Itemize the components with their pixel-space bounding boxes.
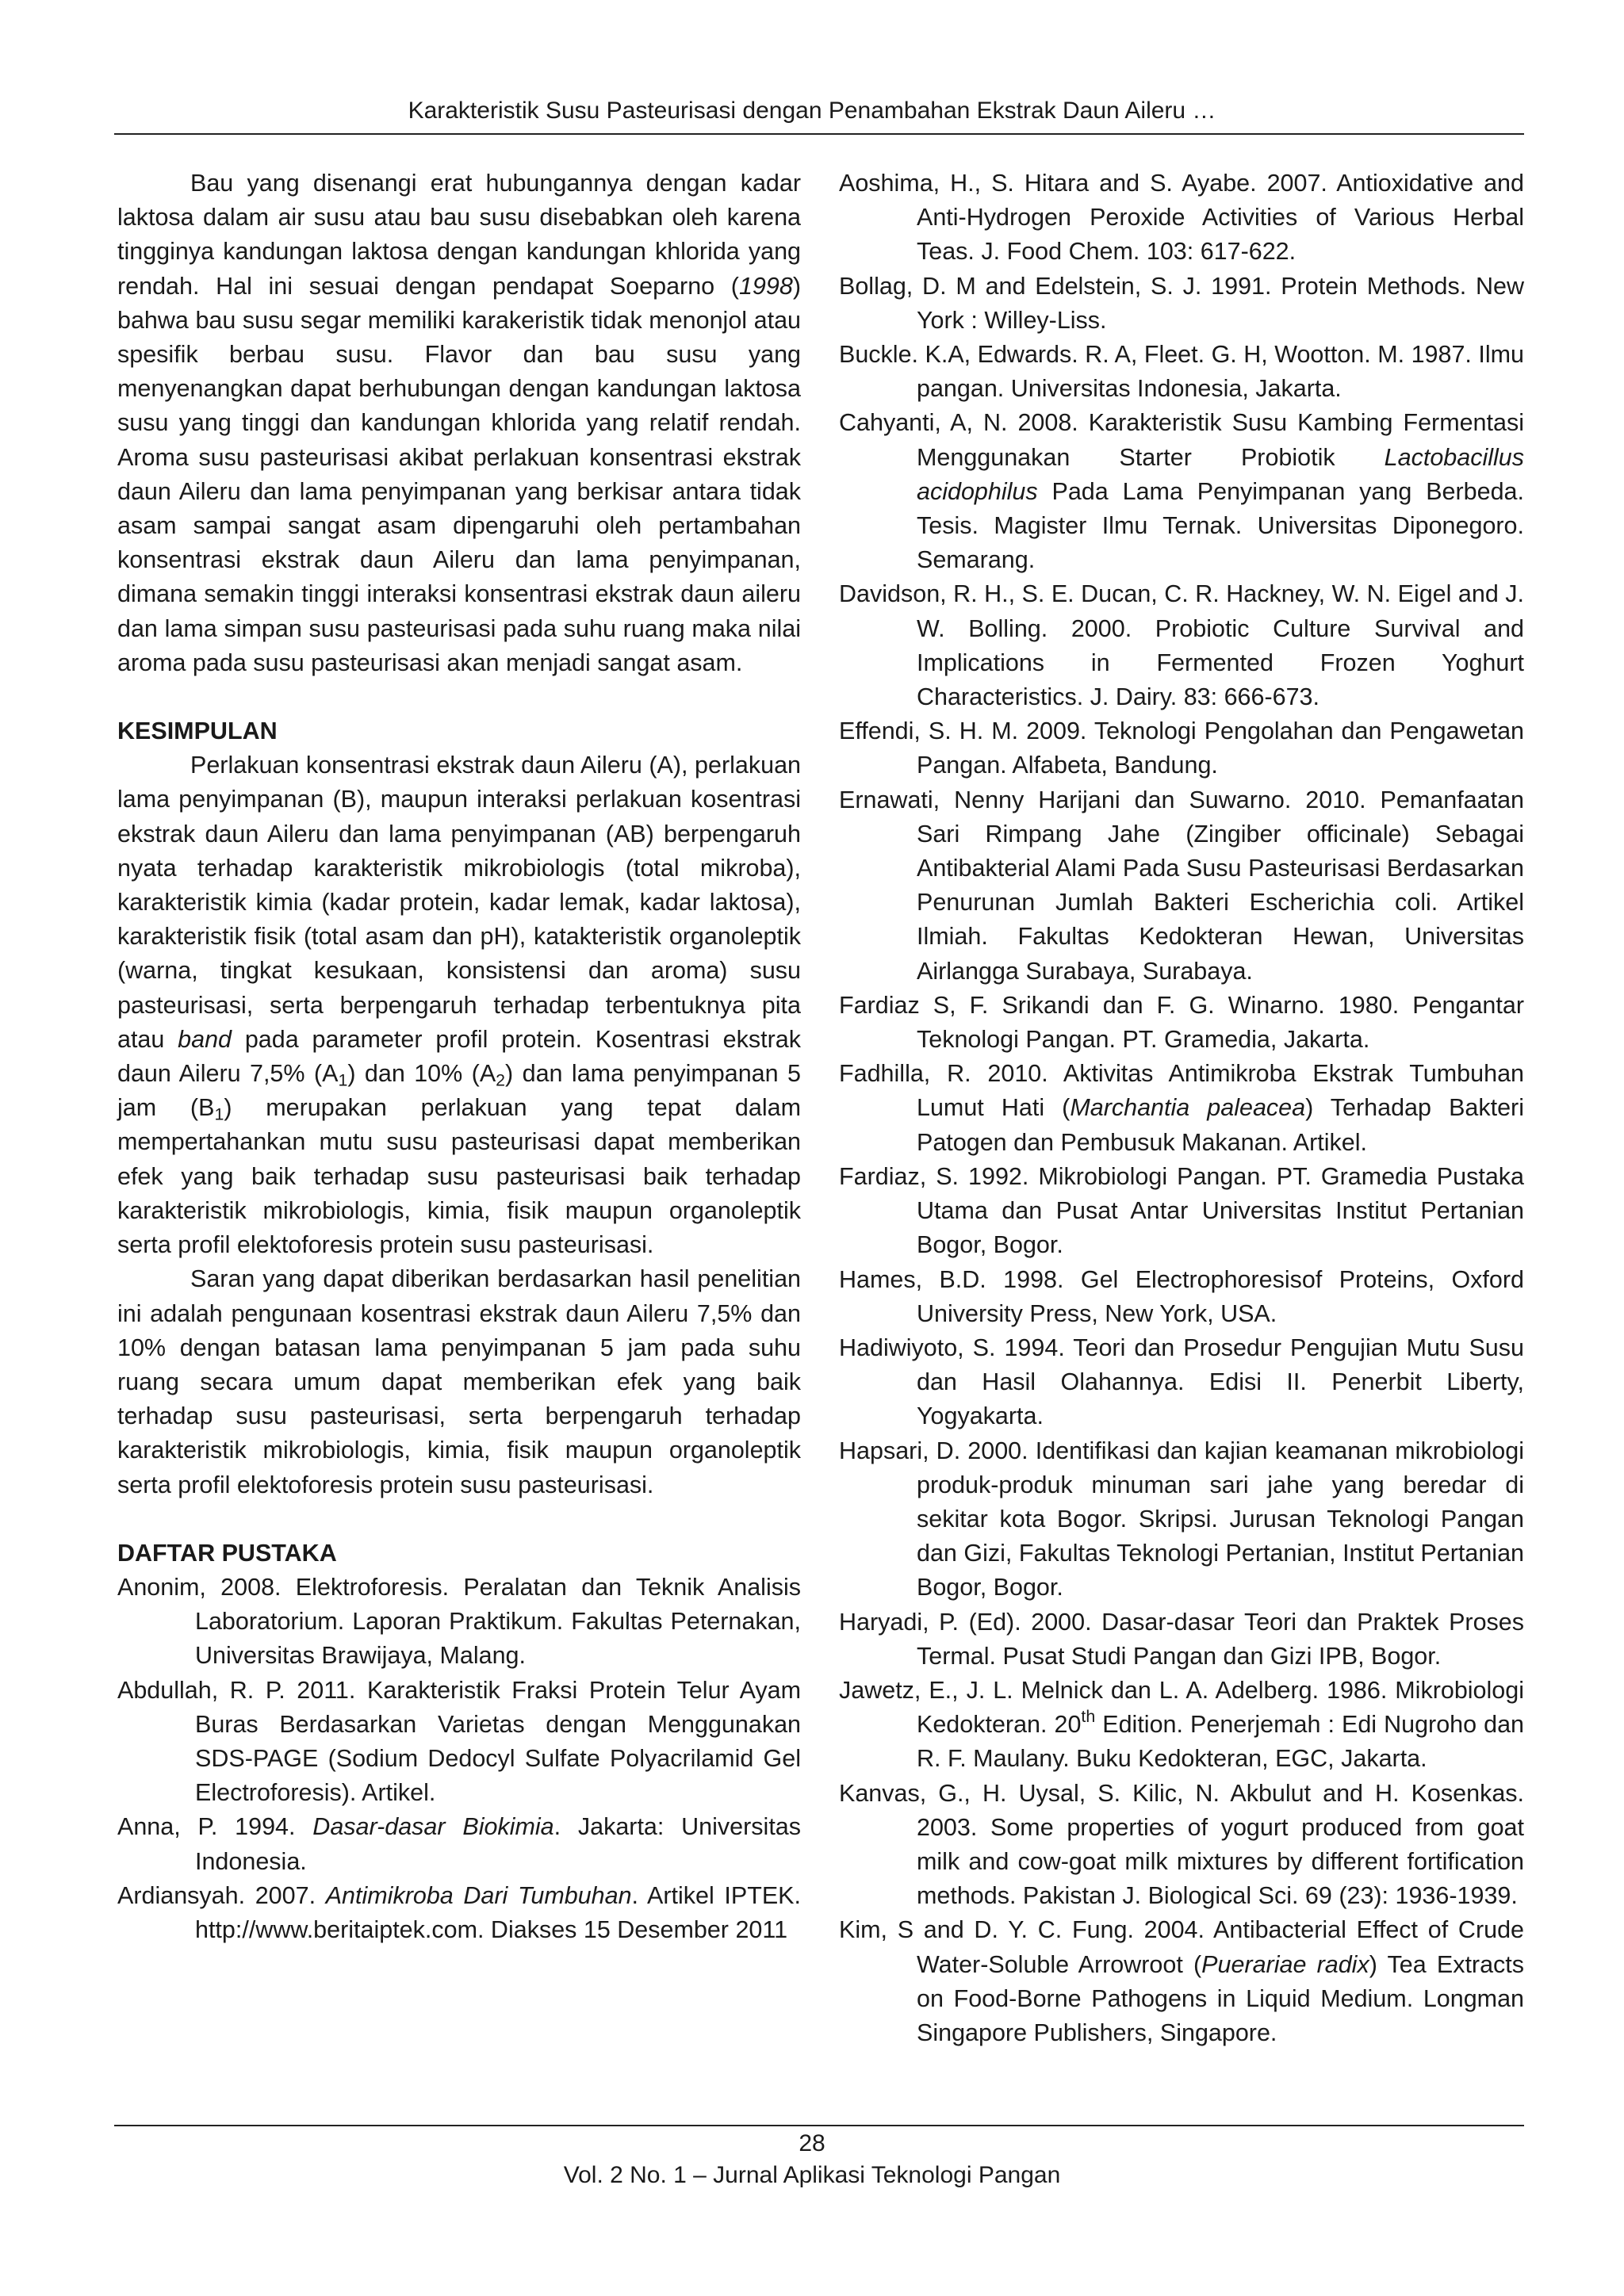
references-heading: DAFTAR PUSTAKA xyxy=(117,1539,337,1567)
footer-divider xyxy=(114,2125,1524,2126)
reference-entry: Aoshima, H., S. Hitara and S. Ayabe. 2007. Antioxidative and Anti-Hydrogen Peroxide Activities of Various Herbal Teas. J. Food Chem. 103: 617-622. xyxy=(839,170,1524,266)
reference-entry: Kanvas, G., H. Uysal, S. Kilic, N. Akbulut and H. Kosenkas. 2003. Some properties of yogurt produced from goat milk and cow-goat milk mixtures by different fortification methods. Pakistan J. Biological Sci. 69 (23): 1936-1939. xyxy=(839,1779,1524,1910)
reference-entry: Fadhilla, R. 2010. Aktivitas Antimikroba Ekstrak Tumbuhan Lumut Hati (Marchantia paleacea) Terhadap Bakteri Patogen dan Pembusuk Makanan. Artikel. xyxy=(839,1060,1524,1156)
reference-entry: Ardiansyah. 2007. Antimikroba Dari Tumbuhan. Artikel IPTEK. http://www.beritaiptek.com. Diakses 15 Desember 2011 xyxy=(117,1881,802,1943)
reference-entry: Haryadi, P. (Ed). 2000. Dasar-dasar Teori dan Praktek Proses Termal. Pusat Studi Pangan dan Gizi IPB, Bogor. xyxy=(839,1608,1524,1670)
reference-entry: Anna, P. 1994. Dasar-dasar Biokimia. Jakarta: Universitas Indonesia. xyxy=(117,1813,802,1875)
reference-entry: Hadiwiyoto, S. 1994. Teori dan Prosedur Pengujian Mutu Susu dan Hasil Olahannya. Edisi II. Penerbit Liberty, Yogyakarta. xyxy=(839,1334,1524,1430)
reference-entry: Cahyanti, A, N. 2008. Karakteristik Susu Kambing Fermentasi Menggunakan Starter Probiotik Lactobacillus acidophilus Pada Lama Penyimpanan yang Berbeda. Tesis. Magister Ilmu Ternak. Universitas Diponegoro. Semarang. xyxy=(839,409,1524,574)
reference-entry: Fardiaz S, F. Srikandi dan F. G. Winarno. 1980. Pengantar Teknologi Pangan. PT. Gramedia, Jakarta. xyxy=(839,991,1524,1054)
conclusion-paragraph: Perlakuan konsentrasi ekstrak daun Aileru (A), perlakuan lama penyimpanan (B), maupun interaksi perlakuan kosentrasi ekstrak daun Aileru dan lama penyimpanan (AB) berpengaruh nyata terhadap karakteristik mikrobiologis (total mikroba), karakteristik kimia (kadar protein, kadar lemak, kadar laktosa), karakteristik fisik (total asam dan pH), katakteristik organoleptik (warna, tingkat kesukaan, konsistensi dan aroma) susu pasteurisasi, serta berpengaruh terhadap terbentuknya pita atau band pada parameter profil protein. Kosentrasi ekstrak daun Aileru 7,5% $(A_1)$ dan 10% $(A_2)$ dan lama penyimpanan 5 jam $(B_1)$ merupakan perlakuan yang tepat dalam mempertahankan mutu susu pasteurisasi dapat memberikan efek yang baik terhadap susu pasteurisasi baik terhadap karakteristik mikrobiologis, kimia, fisik maupun organoleptik serta profil elektoforesis protein susu pasteurisasi. xyxy=(117,752,801,1259)
reference-entry: Kim, S and D. Y. C. Fung. 2004. Antibacterial Effect of Crude Water-Soluble Arrowroot (Puerariae radix) Tea Extracts on Food-Borne Pathogens in Liquid Medium. Longman Singapore Publishers, Singapore. xyxy=(839,1916,1525,2046)
reference-entry: Abdullah, R. P. 2011. Karakteristik Fraksi Protein Telur Ayam Buras Berdasarkan Varietas dengan Menggunakan SDS-PAGE (Sodium Dedocyl Sulfate Polyacrilamid Gel Electroforesis). Artikel. xyxy=(117,1676,801,1807)
reference-entry: Effendi, S. H. M. 2009. Teknologi Pengolahan dan Pengawetan Pangan. Alfabeta, Bandung. xyxy=(839,718,1524,779)
reference-entry: Ernawati, Nenny Harijani dan Suwarno. 2010. Pemanfaatan Sari Rimpang Jahe (Zingiber officinale) Sebagai Antibakterial Alami Pada Susu Pasteurisasi Berdasarkan Penurunan Jumlah Bakteri Escherichia coli. Artikel Ilmiah. Fakultas Kedokteran Hewan, Universitas Airlangga Surabaya, Surabaya. xyxy=(839,786,1524,985)
journal-footer: Vol. 2 No. 1 – Jurnal Aplikasi Teknologi Pangan xyxy=(563,2162,1061,2188)
right-column xyxy=(839,166,1524,2050)
reference-entry: Jawetz, E., J. L. Melnick dan L. A. Adelberg. 1986. Mikrobiologi Kedokteran. 20th Edition. Penerjemah : Edi Nugroho dan R. F. Maulany. Buku Kedokteran, EGC, Jakarta. xyxy=(839,1676,1524,1773)
reference-entry: Hapsari, D. 2000. Identifikasi dan kajian keamanan mikrobiologi produk-produk minuman sari jahe yang beredar di sekitar kota Bogor. Skripsi. Jurusan Teknologi Pangan dan Gizi, Fakultas Teknologi Pertanian, Institut Pertanian Bogor, Bogor. xyxy=(839,1437,1524,1601)
references-list-left xyxy=(117,1571,801,1947)
reference-entry: Buckle. K.A, Edwards. R. A, Fleet. G. H, Wootton. M. 1987. Ilmu pangan. Universitas Indonesia, Jakarta. xyxy=(839,341,1524,403)
reference-entry: Anonim, 2008. Elektroforesis. Peralatan dan Teknik Analisis Laboratorium. Laporan Praktikum. Fakultas Peternakan, Universitas Brawijaya, Malang. xyxy=(117,1573,801,1670)
left-column xyxy=(117,166,801,1947)
header-divider xyxy=(114,133,1524,135)
suggestion-paragraph: Saran yang dapat diberikan berdasarkan hasil penelitian ini adalah pengunaan kosentrasi ekstrak daun Aileru 7,5% dan 10% dengan batasan lama penyimpanan 5 jam pada suhu ruang secara umum dapat memberikan efek yang baik terhadap susu pasteurisasi, serta berpengaruh terhadap karakteristik mikrobiologis, kimia, fisik maupun organoleptik serta profil elektoforesis protein susu pasteurisasi. xyxy=(117,1265,801,1498)
references-list-right xyxy=(839,166,1524,2050)
reference-entry: Fardiaz, S. 1992. Mikrobiologi Pangan. PT. Gramedia Pustaka Utama dan Pusat Antar Universitas Institut Pertanian Bogor, Bogor. xyxy=(839,1162,1524,1259)
reference-entry: Hames, B.D. 1998. Gel Electrophoresisof Proteins, Oxford University Press, New York, USA. xyxy=(839,1265,1524,1327)
discussion-paragraph: Bau yang disenangi erat hubungannya dengan kadar laktosa dalam air susu atau bau susu disebabkan oleh karena tingginya kandungan laktosa dengan kandungan khlorida yang rendah. Hal ini sesuai dengan pendapat Soeparno (1998) bahwa bau susu segar memiliki karakeristik tidak menonjol atau spesifik berbau susu. Flavor dan bau susu yang menyenangkan dapat berhubungan dengan kandungan laktosa susu yang tinggi dan kandungan khlorida yang relatif rendah. Aroma susu pasteurisasi akibat perlakuan konsentrasi ekstrak daun Aileru dan lama penyimpanan yang berkisar antara tidak asam sampai sangat asam dipengaruhi oleh pertambahan konsentrasi ekstrak daun Aileru dan lama penyimpanan, dimana semakin tinggi interaksi konsentrasi ekstrak daun aileru dan lama simpan susu pasteurisasi pada suhu ruang maka nilai aroma pada susu pasteurisasi akan menjadi sangat asam. xyxy=(117,170,801,676)
running-header: Karakteristik Susu Pasteurisasi dengan Penambahan Ekstrak Daun Aileru … xyxy=(408,98,1216,124)
page-number: 28 xyxy=(799,2130,825,2156)
reference-entry: Davidson, R. H., S. E. Ducan, C. R. Hackney, W. N. Eigel and J. W. Bolling. 2000. Probiotic Culture Survival and Implications in Fermented Frozen Yoghurt Characteristics. J. Dairy. 83: 666-673. xyxy=(839,580,1524,711)
reference-entry: Bollag, D. M and Edelstein, S. J. 1991. Protein Methods. New York : Willey-Liss. xyxy=(839,272,1524,334)
conclusion-heading: KESIMPULAN xyxy=(117,718,278,745)
